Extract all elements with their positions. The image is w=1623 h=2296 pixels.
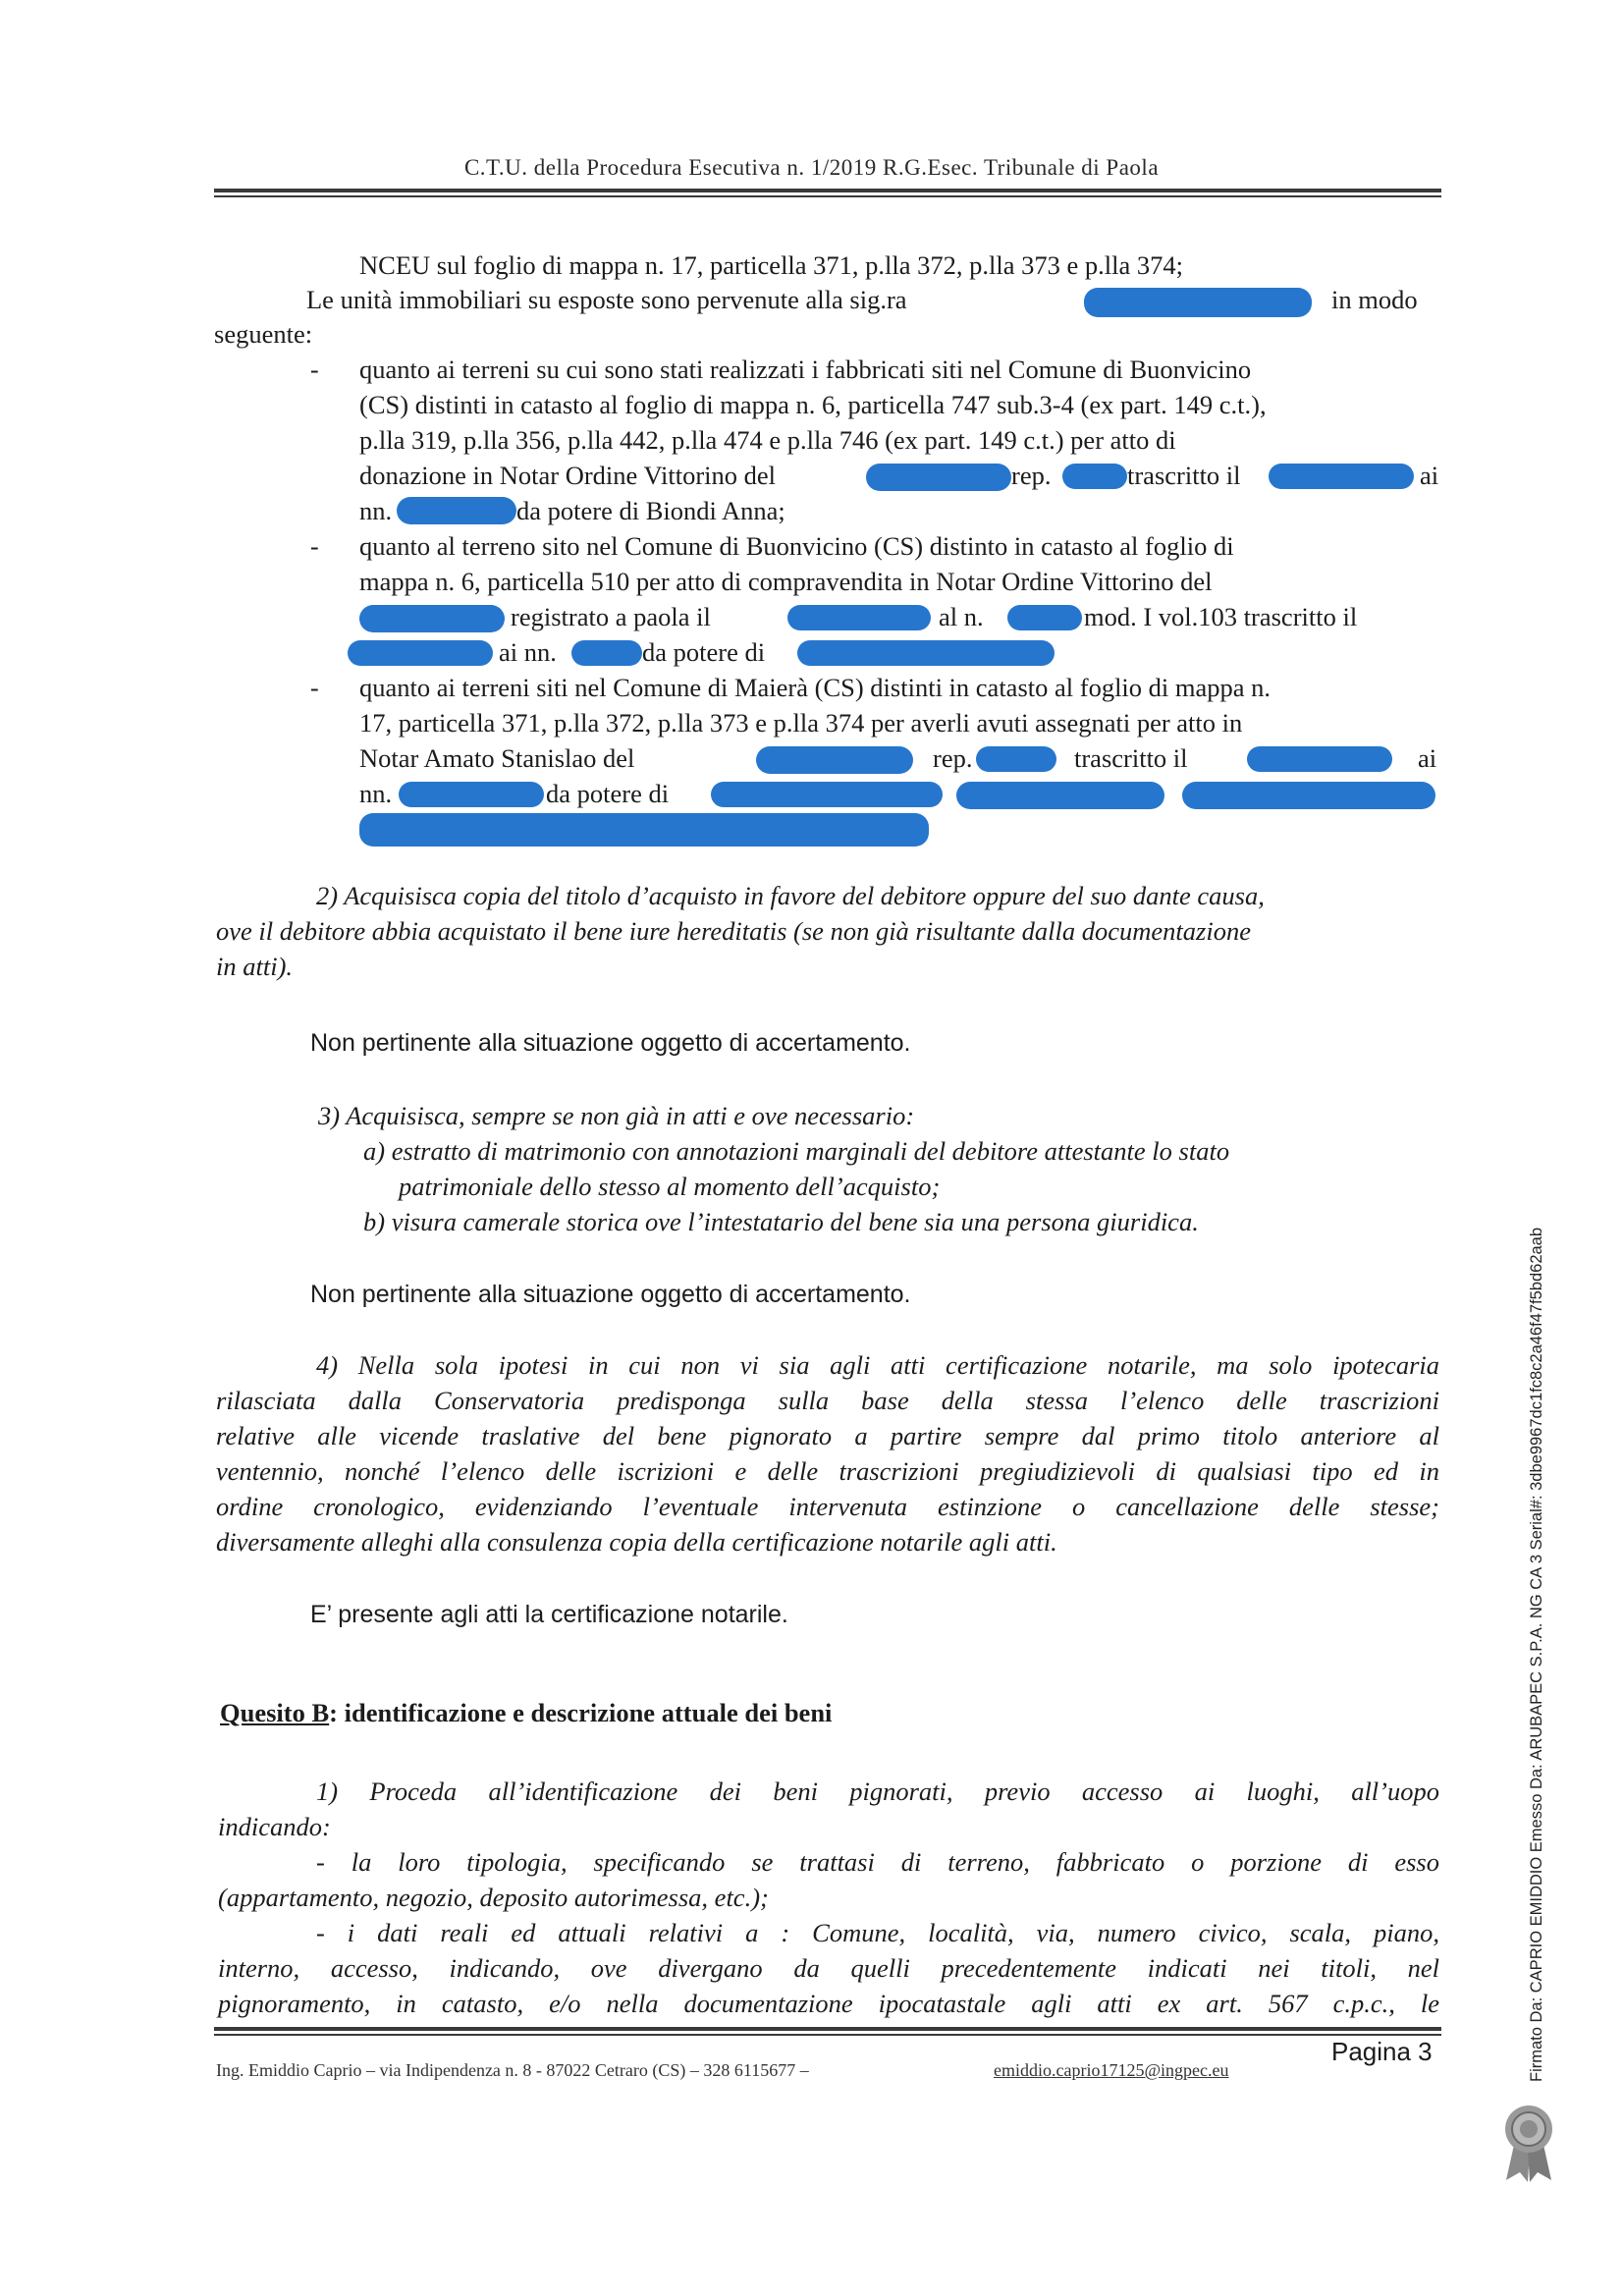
question-text: b) visura camerale storica ove l’intestatario del bene sia una persona giuridica. [363, 1207, 1199, 1236]
question-text: indicando: [218, 1812, 331, 1841]
body-line: da potere di Biondi Anna; [516, 496, 785, 525]
question-text: 4) Nella sola ipotesi in cui non vi sia agli atti certificazione notarile, ma solo ipotecaria [316, 1350, 1439, 1380]
redaction-mark [1182, 782, 1435, 809]
redaction-mark [1007, 605, 1082, 630]
section-heading-label: Quesito B [220, 1698, 330, 1727]
question-text: ove il debitore abbia acquistato il bene iure hereditatis (se non già risultante dalla documentazione [216, 916, 1251, 946]
body-line: rep. [1011, 461, 1052, 490]
body-line: da potere di [546, 779, 670, 808]
body-line: Notar Amato Stanislao del [359, 743, 635, 773]
question-text: interno, accesso, indicando, ove divergano da quelli precedentemente indicati nei titoli, nel [218, 1953, 1439, 1983]
body-line: ai [1420, 461, 1439, 490]
redaction-mark [866, 464, 1011, 491]
question-text: relative alle vicende traslative del bene pignorato a partire sempre dal primo titolo anteriore al [216, 1421, 1439, 1450]
answer-text: Non pertinente alla situazione oggetto di accertamento. [310, 1281, 911, 1308]
list-dash: - [310, 532, 319, 561]
seal-icon [1500, 2102, 1557, 2184]
redaction-mark [348, 640, 493, 666]
question-text: pignoramento, in catasto, e/o nella documentazione ipocatastale agli atti ex art. 567 c.p.c., le [218, 1989, 1439, 2018]
question-text: - la loro tipologia, specificando se trattasi di terreno, fabbricato o porzione di esso [316, 1847, 1439, 1877]
body-line: NCEU sul foglio di mappa n. 17, particella 371, p.lla 372, p.lla 373 e p.lla 374; [359, 250, 1184, 280]
body-line: al n. [939, 602, 984, 631]
section-heading-rest: : identificazione e descrizione attuale dei beni [329, 1698, 833, 1727]
question-text: 3) Acquisisca, sempre se non già in atti e ove necessario: [318, 1101, 915, 1130]
question-text: 1) Proceda all’identificazione dei beni pignorati, previo accesso ai luoghi, all’uopo [316, 1777, 1439, 1806]
body-line: ai [1418, 743, 1437, 773]
body-line: trascritto il [1074, 743, 1188, 773]
body-line: quanto ai terreni siti nel Comune di Maierà (CS) distinti in catasto al foglio di mappa n. [359, 673, 1271, 702]
body-line: quanto al terreno sito nel Comune di Buonvicino (CS) distinto in catasto al foglio di [359, 531, 1234, 561]
body-line: mappa n. 6, particella 510 per atto di compravendita in Notar Ordine Vittorino del [359, 567, 1213, 596]
redaction-mark [571, 640, 642, 666]
body-line: rep. [933, 743, 973, 773]
question-text: ventennio, nonché l’elenco delle iscrizioni e delle trascrizioni pregiudizievoli di qualsiasi tipo ed in [216, 1456, 1439, 1486]
answer-text: E’ presente agli atti la certificazione notarile. [310, 1601, 788, 1628]
question-text: rilasciata dalla Conservatoria predisponga sulla base della stessa l’elenco delle trascrizioni [216, 1386, 1439, 1415]
body-line: da potere di [642, 637, 766, 667]
question-text: patrimoniale dello stesso al momento dell’acquisto; [399, 1172, 941, 1201]
question-text: ordine cronologico, evidenziando l’eventuale intervenuta estinzione o cancellazione delle stesse; [216, 1492, 1439, 1521]
redaction-mark [359, 813, 929, 847]
body-line: quanto ai terreni su cui sono stati realizzati i fabbricati siti nel Comune di Buonvicino [359, 355, 1252, 384]
redaction-mark [397, 497, 516, 524]
question-text: a) estratto di matrimonio con annotazioni marginali del debitore attestante lo stato [363, 1136, 1230, 1166]
question-text: diversamente alleghi alla consulenza copia della certificazione notarile agli atti. [216, 1527, 1057, 1557]
header-rule [214, 189, 1441, 192]
body-line: mod. I vol.103 trascritto il [1084, 602, 1358, 631]
redaction-mark [756, 746, 913, 774]
redaction-mark [1084, 288, 1312, 317]
body-line: donazione in Notar Ordine Vittorino del [359, 461, 777, 490]
page-number: Pagina 3 [1331, 2037, 1433, 2066]
body-line: registrato a paola il [511, 602, 711, 631]
question-text: 2) Acquisisca copia del titolo d’acquisto in favore del debitore oppure del suo dante causa, [316, 881, 1265, 910]
redaction-mark [1269, 464, 1414, 489]
redaction-mark [976, 746, 1056, 772]
redaction-mark [711, 782, 943, 807]
redaction-mark [956, 782, 1164, 809]
footer-email: emiddio.caprio17125@ingpec.eu [994, 2060, 1229, 2080]
footer-address: Ing. Emiddio Caprio – via Indipendenza n. 8 - 87022 Cetraro (CS) – 328 6115677 – [216, 2060, 809, 2080]
footer-rule-secondary [214, 2034, 1441, 2036]
redaction-mark [399, 782, 544, 807]
body-line: nn. [359, 496, 393, 525]
digital-signature-text: Firmato Da: CAPRIO EMIDDIO Emesso Da: ARUBAPEC S.P.A. NG CA 3 Serial#: 3dbe9967dc1fc8c2a46f47f5bd62aab [1528, 1227, 1545, 2082]
redaction-mark [1247, 746, 1392, 772]
footer-rule [214, 2027, 1441, 2031]
body-line: 17, particella 371, p.lla 372, p.lla 373 e p.lla 374 per averli avuti assegnati per atto in [359, 708, 1243, 738]
list-dash: - [310, 355, 319, 384]
question-text: (appartamento, negozio, deposito autorimessa, etc.); [218, 1883, 769, 1912]
header-rule-secondary [214, 195, 1441, 197]
redaction-mark [797, 640, 1055, 666]
question-text: in atti). [216, 952, 294, 981]
question-text: - i dati reali ed attuali relativi a : Comune, località, via, numero civico, scala, piano, [316, 1918, 1439, 1947]
redaction-mark [1062, 464, 1127, 489]
redaction-mark [787, 605, 931, 630]
body-line: Le unità immobiliari su esposte sono pervenute alla sig.ra [306, 285, 907, 314]
section-heading [220, 1697, 832, 1728]
redaction-mark [359, 605, 505, 632]
list-dash: - [310, 674, 319, 702]
body-line: in modo [1331, 285, 1418, 314]
body-line: seguente: [214, 319, 313, 349]
body-line: ai nn. [499, 637, 557, 667]
body-line: (CS) distinti in catasto al foglio di mappa n. 6, particella 747 sub.3-4 (ex part. 149 c.t.), [359, 390, 1267, 419]
body-line: nn. [359, 779, 393, 808]
body-line: p.lla 319, p.lla 356, p.lla 442, p.lla 474 e p.lla 746 (ex part. 149 c.t.) per atto di [359, 425, 1176, 455]
body-line: trascritto il [1127, 461, 1241, 490]
page-header: C.T.U. della Procedura Esecutiva n. 1/2019 R.G.Esec. Tribunale di Paola [463, 155, 1160, 180]
answer-text: Non pertinente alla situazione oggetto di accertamento. [310, 1029, 911, 1057]
